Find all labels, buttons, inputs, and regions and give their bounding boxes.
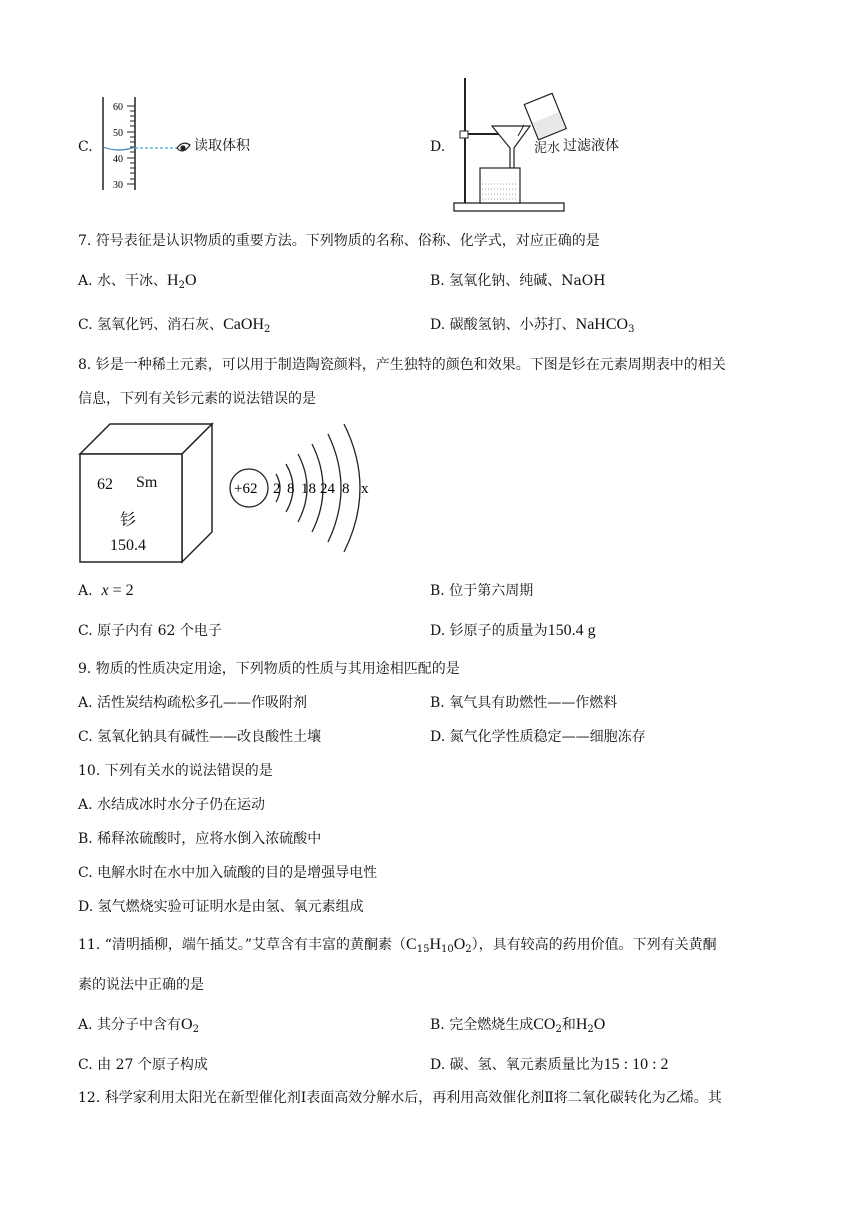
q9-stem: 9. 物质的性质决定用途，下列物质的性质与其用途相匹配的是 [78, 661, 460, 677]
q12-stem: 12. 科学家利用太阳光在新型催化剂Ⅰ表面高效分解水后，再利用高效催化剂Ⅱ将二氧化碳转化为乙烯。其 [78, 1090, 722, 1106]
q8-option-a: A. x = 2 [78, 582, 134, 599]
q9-option-d: D. 氮气化学性质稳定——细胞冻存 [430, 729, 646, 745]
q10-option-c: C. 电解水时在水中加入硫酸的目的是增强导电性 [78, 865, 378, 881]
q8-stem-line2: 信息，下列有关钐元素的说法错误的是 [78, 391, 316, 407]
q7-option-d: D. 碳酸氢钠、小苏打、NaHCO$_3$ [430, 316, 635, 335]
q7-stem: 7. 符号表征是认识物质的重要方法。下列物质的名称、俗称、化学式，对应正确的是 [78, 233, 600, 249]
shell-1-count: 2 [273, 481, 281, 497]
q10-option-b: B. 稀释浓硫酸时，应将水倒入浓硫酸中 [78, 831, 322, 847]
element-name: 钐 [120, 510, 137, 529]
q11-option-b: B. 完全燃烧生成$CO_2$和$H_2O$ [430, 1016, 606, 1035]
option-d-label: D. [430, 139, 446, 155]
q10-stem: 10. 下列有关水的说法错误的是 [78, 763, 273, 779]
tick-50: 50 [113, 128, 123, 139]
tick-40: 40 [113, 154, 123, 165]
element-card [78, 422, 218, 568]
q10-option-d: D. 氢气燃烧实验可证明水是由氢、氧元素组成 [78, 899, 364, 915]
tick-30: 30 [113, 180, 123, 191]
q10-option-a: A. 水结成冰时水分子仍在运动 [78, 797, 266, 813]
q11-option-a: A. 其分子中含有$O_2$ [78, 1016, 199, 1035]
q7-option-b: B. 氢氧化钠、纯碱、NaOH [430, 273, 606, 289]
q8-option-c: C. 原子内有 62 个电子 [78, 623, 222, 639]
shell-5-count: 8 [342, 481, 350, 497]
element-symbol: Sm [136, 474, 158, 491]
reading-note: 读取体积 [194, 138, 250, 154]
eye-icon [177, 143, 190, 151]
q8-option-d: D. 钐原子的质量为150.4 g [430, 622, 596, 639]
atomic-mass: 150.4 [110, 537, 146, 554]
atomic-number: 62 [97, 476, 113, 493]
tick-60: 60 [113, 102, 123, 113]
q11-stem-line2: 素的说法中正确的是 [78, 977, 204, 993]
q9-option-a: A. 活性炭结构疏松多孔——作吸附剂 [78, 695, 308, 711]
q11-stem-line1: 11. “清明插柳，端午插艾。”艾草含有丰富的黄酮素$(C_{15}H_{10}O_2)$，具有较高的药用价值。下列有关黄酮 [78, 936, 717, 955]
q8-stem-line1: 8. 钐是一种稀土元素，可以用于制造陶瓷颜料，产生独特的颜色和效果。下图是钐在元素周期表中的相关 [78, 357, 726, 373]
mud-water-label: 泥水 [534, 141, 561, 156]
q7-option-c: C. 氢氧化钙、消石灰、CaOH$_2$ [78, 316, 271, 335]
q11-option-c: C. 由 27 个原子构成 [78, 1057, 208, 1073]
shell-6-count: x [361, 481, 369, 497]
nucleus-charge: +62 [234, 481, 258, 497]
shell-2-count: 8 [287, 481, 295, 497]
q9-option-b: B. 氧气具有助燃性——作燃料 [430, 695, 618, 711]
q8-option-b: B. 位于第六周期 [430, 583, 534, 599]
q7-option-a: A. 水、干冰、$H_2O$ [78, 272, 197, 291]
q9-option-c: C. 氢氧化钠具有碱性——改良酸性土壤 [78, 729, 322, 745]
filtration-note: 过滤液体 [563, 138, 619, 154]
shell-4-count: 24 [320, 481, 335, 497]
shell-3-count: 18 [301, 481, 316, 497]
option-c-label: C. [78, 139, 93, 155]
atom-structure-diagram [228, 422, 388, 562]
q11-option-d: D. 碳、氢、氧元素质量比为15 : 10 : 2 [430, 1056, 669, 1073]
